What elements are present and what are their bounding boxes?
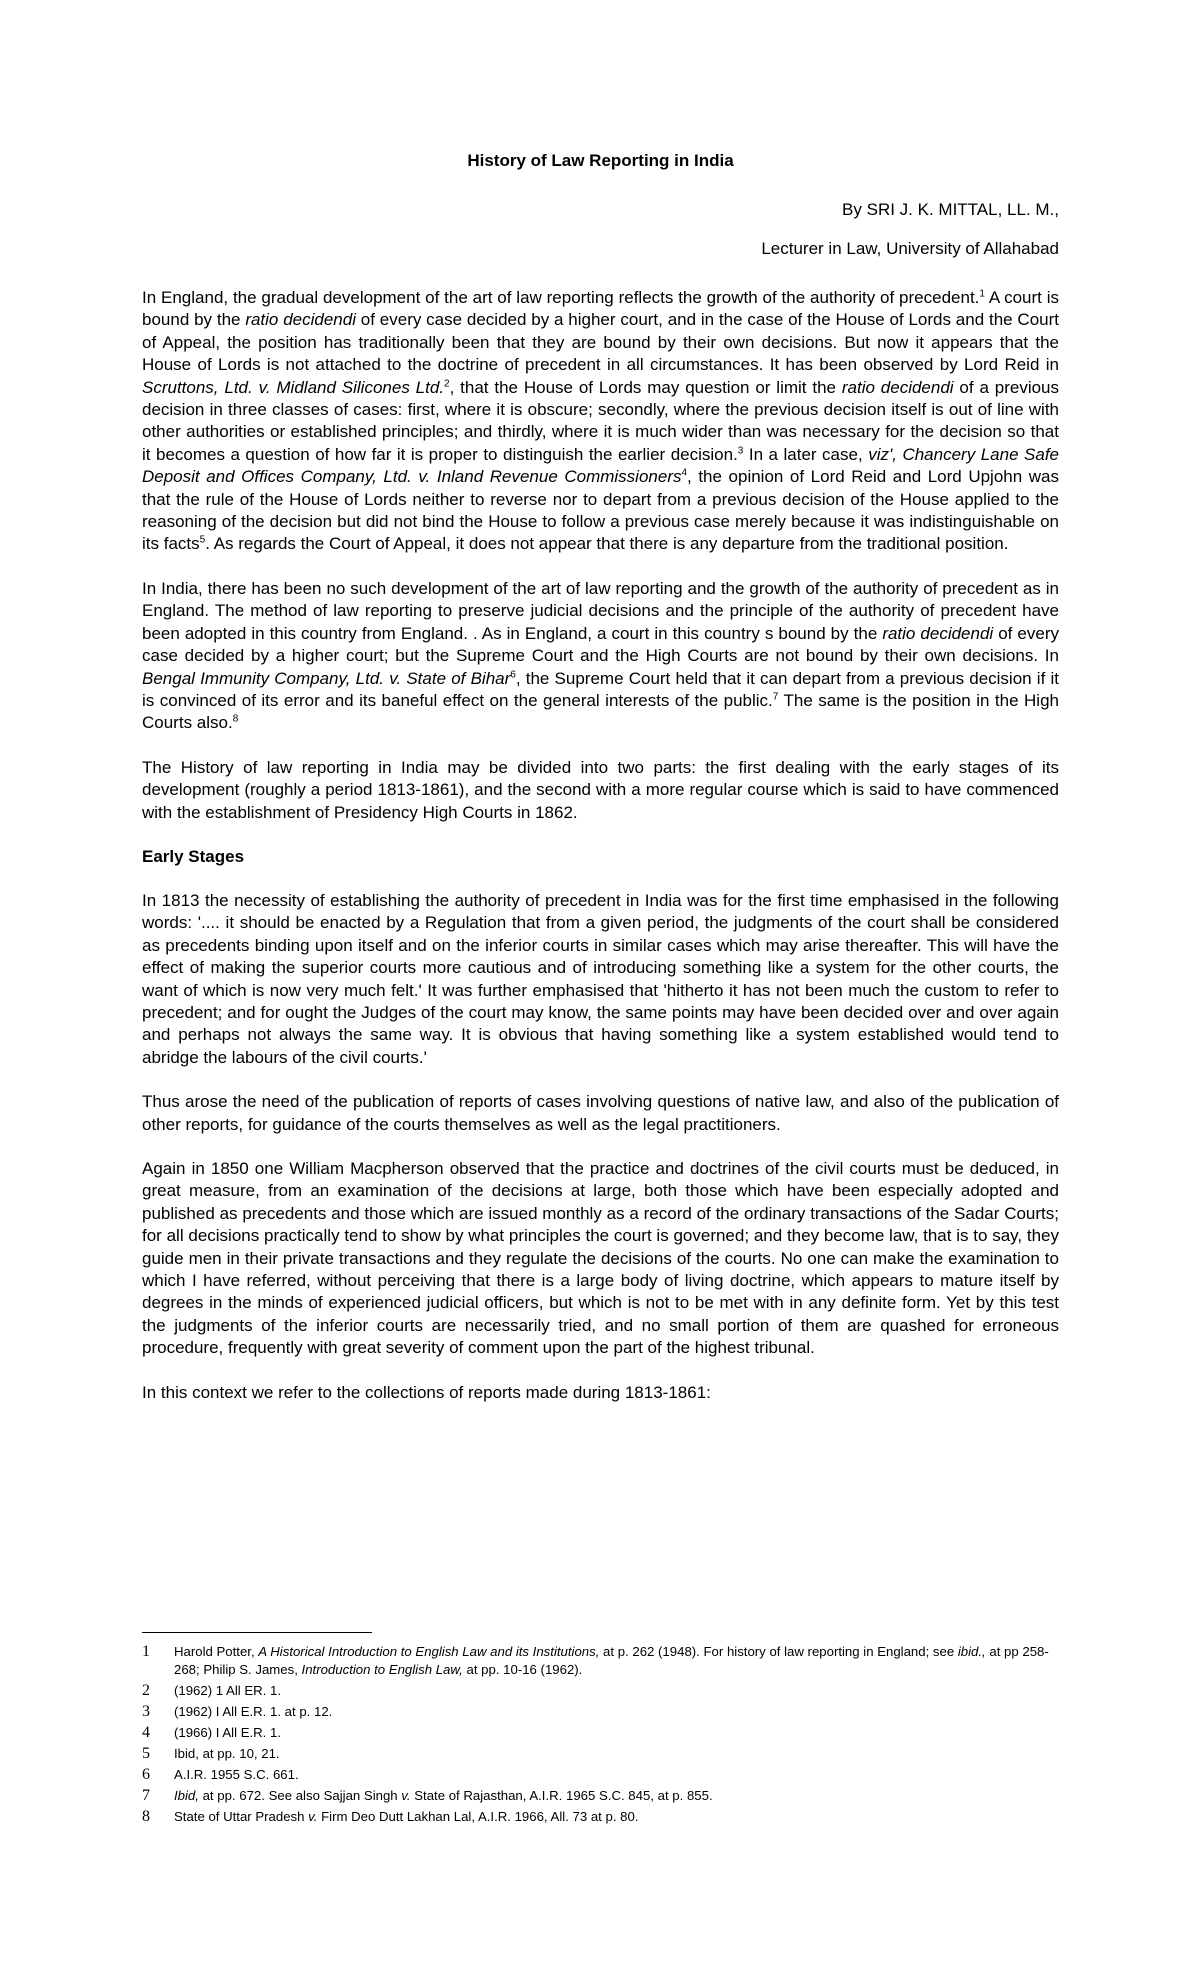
text-run: at pp. 672. See also Sajjan Singh	[198, 1788, 402, 1803]
body-paragraph	[142, 890, 1059, 1069]
footnote-item	[142, 1643, 1059, 1679]
text-run: (1962) I All E.R. 1. at p. 12.	[174, 1704, 333, 1719]
footnote-number: 2	[142, 1682, 150, 1699]
italic-text: v.	[308, 1809, 318, 1824]
footnote-divider	[142, 1632, 372, 1633]
article-body	[142, 287, 1059, 1404]
footnote-text	[174, 1682, 1059, 1700]
footnote-item	[142, 1703, 1059, 1721]
document-title: History of Law Reporting in India	[467, 151, 734, 170]
footnote-item	[142, 1787, 1059, 1805]
author-byline: By SRI J. K. MITTAL, LL. M.,	[842, 200, 1059, 219]
footnote-text	[174, 1787, 1059, 1805]
text-run: In India, there has been no such development of the art of law reporting and the growth of the authority of precedent as in England. The method of law reporting to preserve judicial decisions and the principle of the authority of precedent have been adopted in this country from England. . As in England, a court in this country s bound by the	[142, 578, 1059, 643]
footnote-item	[142, 1808, 1059, 1826]
footnote-ref: 6	[510, 668, 516, 680]
italic-text: ibid.,	[957, 1644, 986, 1659]
text-run: at p. 262 (1948). For history of law reporting in England; see	[599, 1644, 958, 1659]
author-affiliation: Lecturer in Law, University of Allahabad	[761, 239, 1059, 258]
text-run: Ibid, at pp. 10, 21.	[174, 1746, 280, 1761]
text-run: (1966) I All E.R. 1.	[174, 1725, 282, 1740]
body-paragraph	[142, 578, 1059, 735]
text-run: In a later case,	[743, 444, 869, 464]
footnote-ref: 7	[772, 691, 779, 703]
footnote-text	[174, 1643, 1059, 1679]
footnote-ref: 4	[681, 467, 688, 479]
footnote-list	[142, 1643, 1059, 1826]
footnote-ref: 1	[979, 288, 985, 300]
footnote-text	[174, 1766, 1059, 1784]
text-run: (1962) 1 All ER. 1.	[174, 1683, 282, 1698]
footnote-number: 1	[142, 1643, 150, 1660]
footnotes-section	[142, 1632, 1059, 1829]
text-run: In England, the gradual development of the art of law reporting reflects the growth of the authority of precedent.	[142, 288, 980, 307]
italic-text: viz', Chancery Lane Safe Deposit and Offices Company, Ltd. v. Inland Revenue Commissioners	[142, 444, 1059, 487]
footnote-number: 7	[142, 1787, 150, 1804]
text-run: at pp. 10-16 (1962).	[462, 1662, 583, 1677]
footnote-ref: 2	[444, 377, 450, 389]
text-run: , that the House of Lords may question or limit the	[449, 377, 842, 397]
italic-text: Ibid,	[174, 1788, 199, 1803]
footnote-number: 6	[142, 1766, 150, 1783]
text-run: Thus arose the need of the publication of reports of cases involving questions of native law, and also of the publication of other reports, for guidance of the courts themselves as well as the legal practitioners.	[142, 1092, 1059, 1134]
text-run: of every case decided by a higher court, and in the case of the House of Lords and the Court of Appeal, the position has traditionally been that they are bound by their own decisions. But now it appears that the House of Lords is not attached to the doctrine of precedent in all circumstances. It has been observed by Lord Reid in	[142, 310, 1060, 375]
text-run: State of Rajasthan, A.I.R. 1965 S.C. 845, at p. 855.	[410, 1788, 713, 1803]
text-run: Harold Potter,	[174, 1644, 259, 1659]
italic-text: A Historical Introduction to English Law and its Institutions,	[258, 1644, 600, 1659]
text-run: , the opinion of Lord Reid and Lord Upjohn was that the rule of the House of Lords neither to reverse nor to depart from a previous decision of the House applied to the reasoning of the decision but did not bind the House to follow a previous case merely because it was indistinguishable on its facts	[142, 467, 1059, 554]
body-paragraph	[142, 1158, 1059, 1360]
footnote-ref: 5	[199, 534, 206, 546]
text-run: A court is bound by the	[142, 288, 1060, 330]
footnote-number: 4	[142, 1724, 150, 1741]
footnote-number: 8	[142, 1808, 150, 1825]
footnote-ref: 3	[737, 445, 744, 457]
text-run: of every case decided by a higher court; but the Supreme Court and the High Courts are not bound by their own decisions. In	[142, 623, 1059, 666]
italic-text: Scruttons, Ltd. v. Midland Silicones Ltd.	[142, 377, 445, 397]
text-run: In 1813 the necessity of establishing the authority of precedent in India was for the first time emphasised in the following words: '.... it should be enacted by a Regulation that from a given period, the judgments of the court shall be considered as precedents binding upon itself and on the inferior courts in similar cases which may arise thereafter. This will have the effect of making the superior courts more cautious and of introducing something like a system for the other courts, the want of which is now very much felt.' It was further emphasised that 'hitherto it has not been much the custom to refer to precedent; and for ought the Judges of the court may know, the same points may have been decided over and over again and perhaps not always the same way. It is obvious that having something like a system established would tend to abridge the labours of the civil courts.'	[142, 890, 1059, 1067]
body-paragraph	[142, 287, 1059, 556]
italic-text: ratio decidendi	[882, 623, 994, 643]
footnote-text	[174, 1745, 1059, 1763]
footnote-item	[142, 1745, 1059, 1763]
text-run: of a previous decision in three classes of cases: first, where it is obscure; secondly, where the previous decision itself is out of line with other authorities or established principles; and thirdly, where it is much wider than was necessary for the decision so that it becomes a question of how far it is proper to distinguish the earlier decision.	[142, 377, 1060, 464]
footnote-text	[174, 1724, 1059, 1742]
text-run: at pp 258-268; Philip S. James,	[174, 1644, 1049, 1677]
footnote-number: 5	[142, 1745, 150, 1762]
text-run: The History of law reporting in India may be divided into two parts: the first dealing with the early stages of its development (roughly a period 1813-1861), and the second with a more regular course which is said to have commenced with the establishment of Presidency High Courts in 1862.	[142, 757, 1059, 822]
footnote-text	[174, 1703, 1059, 1721]
footnote-item	[142, 1724, 1059, 1742]
italic-text: Introduction to English Law,	[301, 1662, 463, 1677]
text-run: State of Uttar Pradesh	[174, 1809, 309, 1824]
text-run: The same is the position in the High Courts also.	[142, 690, 1059, 733]
text-run: , the Supreme Court held that it can depart from a previous decision if it is convinced of its error and its baneful effect on the general interests of the public.	[142, 668, 1059, 710]
footnote-item	[142, 1766, 1059, 1784]
body-paragraph	[142, 1382, 1059, 1404]
italic-text: ratio decidendi	[841, 377, 954, 397]
text-run: In this context we refer to the collections of reports made during 1813-1861:	[142, 1382, 711, 1402]
text-run: A.I.R. 1955 S.C. 661.	[174, 1767, 299, 1782]
text-run: Again in 1850 one William Macpherson observed that the practice and doctrines of the civil courts must be deduced, in great measure, from an examination of the decisions at large, both those which have been especially adopted and published as precedents and those which are issued monthly as a record of the ordinary transactions of the Sadar Courts; for all decisions practically tend to show by what principles the court is governed; and they become law, that is to say, they guide men in their private transactions and they regulate the decisions of the courts. No one can make the examination to which I have referred, without perceiving that there is a large body of living doctrine, which appears to mature itself by degrees in the minds of experienced judicial officers, but which is not to be met with in any definite form. Yet by this test the judgments of the inferior courts are necessarily tried, and no small portion of them are quashed for erroneous procedure, frequently with great severity of comment upon the part of the highest tribunal.	[142, 1159, 1059, 1358]
section-heading: Early Stages	[142, 846, 245, 866]
body-paragraph	[142, 1091, 1059, 1136]
footnote-number: 3	[142, 1703, 150, 1720]
italic-text: v.	[401, 1788, 411, 1803]
text-run: . As regards the Court of Appeal, it does not appear that there is any departure from the traditional position.	[205, 534, 1009, 554]
document-page	[142, 150, 1059, 1426]
italic-text: Bengal Immunity Company, Ltd. v. State of Bihar	[142, 668, 511, 688]
footnote-text	[174, 1808, 1059, 1826]
footnote-ref: 8	[232, 713, 239, 725]
body-paragraph	[142, 757, 1059, 824]
footnote-item	[142, 1682, 1059, 1700]
italic-text: ratio decidendi	[245, 310, 356, 330]
text-run: Firm Deo Dutt Lakhan Lal, A.I.R. 1966, All. 73 at p. 80.	[317, 1809, 639, 1824]
